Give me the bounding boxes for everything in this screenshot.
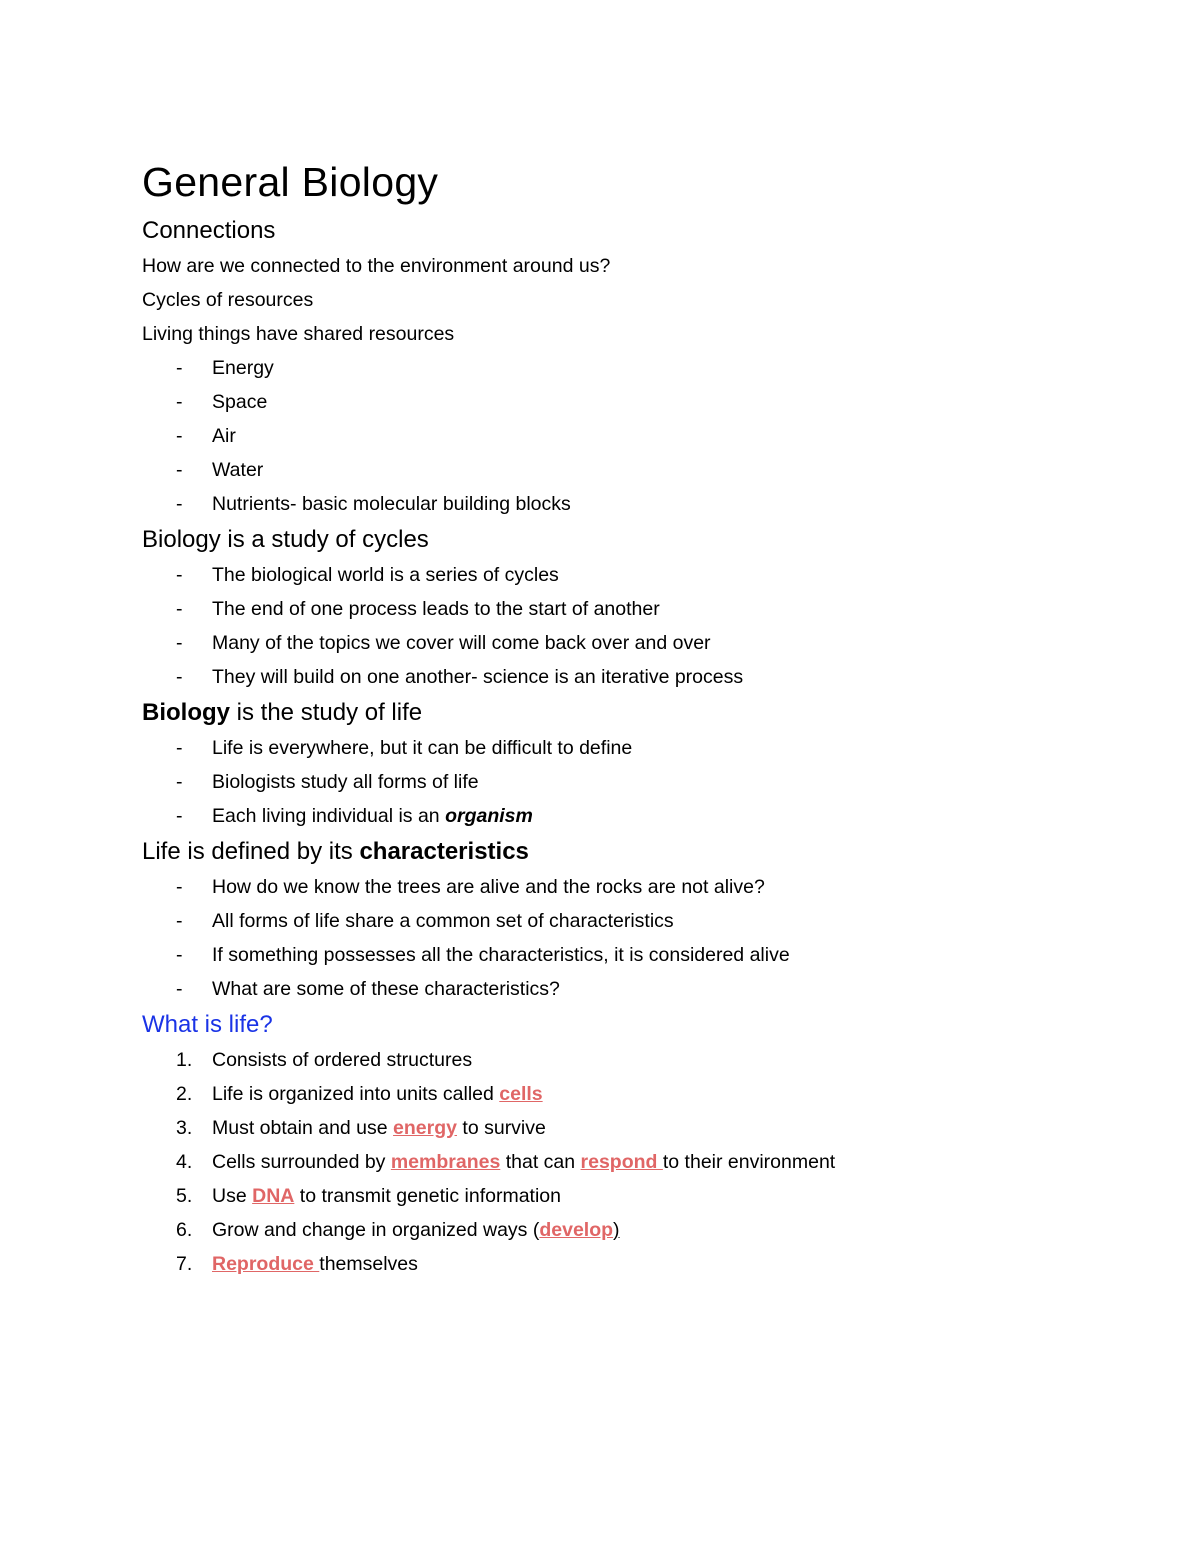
heading-study-of-life [142, 694, 1102, 731]
document-title: General Biology [142, 159, 439, 205]
dash-marker: - [176, 391, 183, 413]
section-characteristics [142, 833, 1102, 1006]
heading-what-is-life: What is life? [142, 1010, 273, 1038]
list-item: 4. Cells surrounded by membranes that can respond to their environment [142, 1145, 1102, 1179]
list-item: - Nutrients- basic molecular building blocks [142, 487, 1102, 521]
list-number: 2. [176, 1083, 193, 1105]
dash-marker: - [176, 493, 183, 515]
list-number: 7. [176, 1253, 193, 1275]
section-study-of-life [142, 694, 1102, 833]
list-item: 2. Life is organized into units called cells [142, 1077, 1102, 1111]
characteristics-list [142, 870, 1102, 1006]
dash-marker: - [176, 944, 183, 966]
line-connected-question: How are we connected to the environment around us? [142, 255, 611, 277]
list-item: - Life is everywhere, but it can be difficult to define [142, 731, 1102, 765]
list-item: - They will build on one another- science is an iterative process [142, 660, 1102, 694]
list-item: - Air [142, 419, 1102, 453]
list-item: 3. Must obtain and use energy to survive [142, 1111, 1102, 1145]
list-number: 4. [176, 1151, 193, 1173]
dash-marker: - [176, 910, 183, 932]
list-item: - The biological world is a series of cycles [142, 558, 1102, 592]
list-number: 1. [176, 1049, 193, 1071]
life-properties-list [142, 1043, 1102, 1281]
dash-marker: - [176, 564, 183, 586]
dash-marker: - [176, 805, 183, 827]
dash-marker: - [176, 666, 183, 688]
list-number: 6. [176, 1219, 193, 1241]
term-respond: respond [580, 1151, 663, 1173]
term-develop: develop [539, 1219, 614, 1241]
list-item: 5. Use DNA to transmit genetic information [142, 1179, 1102, 1213]
line-cycles-of-resources: Cycles of resources [142, 289, 314, 311]
dash-marker: - [176, 459, 183, 481]
dash-marker: - [176, 632, 183, 654]
dash-marker: - [176, 978, 183, 1000]
list-item: 7. Reproduce themselves [142, 1247, 1102, 1281]
list-item: - Each living individual is an organism [142, 799, 1102, 833]
term-membranes: membranes [390, 1151, 501, 1173]
list-item: 1. Consists of ordered structures [142, 1043, 1102, 1077]
dash-marker: - [176, 737, 183, 759]
life-list [142, 731, 1102, 833]
list-item: - Biologists study all forms of life [142, 765, 1102, 799]
list-item: - Many of the topics we cover will come back over and over [142, 626, 1102, 660]
term-dna: DNA [252, 1185, 295, 1207]
list-item: - Water [142, 453, 1102, 487]
list-item: - What are some of these characteristics? [142, 972, 1102, 1006]
term-organism: organism [445, 805, 533, 827]
heading-bold-characteristics: characteristics [359, 837, 529, 865]
dash-marker: - [176, 425, 183, 447]
section-what-is-life [142, 1006, 1102, 1281]
section-cycles [142, 521, 1102, 694]
list-item: - The end of one process leads to the start of another [142, 592, 1102, 626]
section-connections [142, 212, 1102, 521]
heading-bold-biology: Biology [142, 698, 230, 726]
list-number: 3. [176, 1117, 193, 1139]
line-shared-resources: Living things have shared resources [142, 323, 455, 345]
resources-list [142, 351, 1102, 521]
list-item: - Space [142, 385, 1102, 419]
cycles-list [142, 558, 1102, 694]
dash-marker: - [176, 771, 183, 793]
list-number: 5. [176, 1185, 193, 1207]
list-item: - If something possesses all the characteristics, it is considered alive [142, 938, 1102, 972]
term-reproduce: Reproduce [212, 1253, 320, 1275]
heading-rest: is the study of life [230, 698, 423, 726]
dash-marker: - [176, 357, 183, 379]
term-cells: cells [499, 1083, 543, 1105]
list-item: - Energy [142, 351, 1102, 385]
heading-characteristics: Life is defined by its characteristics [142, 833, 1102, 870]
heading-cycles: Biology is a study of cycles [142, 525, 429, 553]
dash-marker: - [176, 598, 183, 620]
list-item: 6. Grow and change in organized ways (develop) [142, 1213, 1102, 1247]
term-energy: energy [393, 1117, 457, 1139]
document-page [142, 152, 1102, 1281]
list-item: - All forms of life share a common set of characteristics [142, 904, 1102, 938]
list-item: - How do we know the trees are alive and the rocks are not alive? [142, 870, 1102, 904]
dash-marker: - [176, 876, 183, 898]
heading-connections: Connections [142, 216, 276, 244]
